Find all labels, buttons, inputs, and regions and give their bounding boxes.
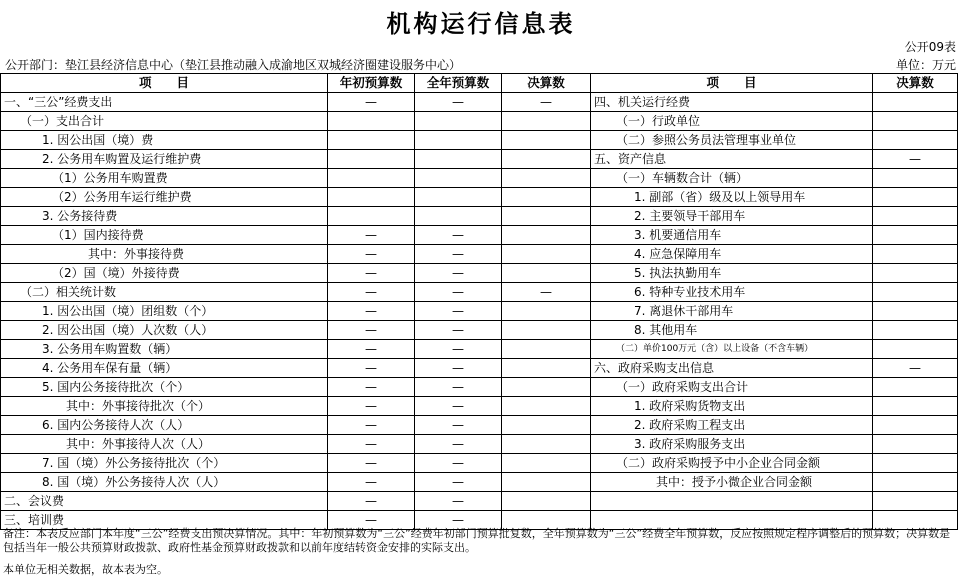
table-row xyxy=(1,302,958,321)
right-item-label: 8. 其他用车 xyxy=(591,321,873,340)
right-final-accounts-cell xyxy=(873,492,958,511)
full-year-budget-cell: — xyxy=(415,511,502,530)
table-row xyxy=(1,492,958,511)
final-accounts-cell xyxy=(502,131,591,150)
table-row xyxy=(1,473,958,492)
right-final-accounts-cell xyxy=(873,340,958,359)
info-table xyxy=(0,73,958,530)
right-item-label: 1. 政府采购货物支出 xyxy=(591,397,873,416)
right-final-accounts-cell xyxy=(873,245,958,264)
initial-budget-cell xyxy=(328,112,415,131)
full-year-budget-cell: — xyxy=(415,93,502,112)
right-item-label: 其中：授予小微企业合同金额 xyxy=(591,473,873,492)
initial-budget-cell: — xyxy=(328,473,415,492)
initial-budget-cell: — xyxy=(328,283,415,302)
right-final-accounts-cell xyxy=(873,283,958,302)
table-row xyxy=(1,207,958,226)
right-item-label: 5. 执法执勤用车 xyxy=(591,264,873,283)
right-final-accounts-cell xyxy=(873,188,958,207)
initial-budget-cell: — xyxy=(328,435,415,454)
left-item-label: 6. 国内公务接待人次（人） xyxy=(1,416,328,435)
final-accounts-cell xyxy=(502,340,591,359)
full-year-budget-cell xyxy=(415,169,502,188)
full-year-budget-cell: — xyxy=(415,226,502,245)
right-item-label: 四、机关运行经费 xyxy=(591,93,873,112)
initial-budget-cell: — xyxy=(328,321,415,340)
right-final-accounts-cell xyxy=(873,169,958,188)
department-label: 公开部门：垫江县经济信息中心（垫江县推动融入成渝地区双城经济圈建设服务中心） xyxy=(5,58,462,72)
right-final-accounts-cell xyxy=(873,207,958,226)
right-item-label: 3. 政府采购服务支出 xyxy=(591,435,873,454)
right-final-accounts-cell xyxy=(873,93,958,112)
right-item-label: （二）参照公务员法管理事业单位 xyxy=(591,131,873,150)
right-final-accounts-cell xyxy=(873,378,958,397)
full-year-budget-cell: — xyxy=(415,416,502,435)
initial-budget-cell: — xyxy=(328,416,415,435)
empty-notice: 本单位无相关数据，故本表为空。 xyxy=(3,563,168,576)
right-final-accounts-cell xyxy=(873,302,958,321)
left-item-label: 8. 国（境）外公务接待人次（人） xyxy=(1,473,328,492)
full-year-budget-cell: — xyxy=(415,321,502,340)
table-code: 公开09表 xyxy=(904,40,956,54)
unit-label: 单位：万元 xyxy=(895,58,956,72)
table-row xyxy=(1,359,958,378)
initial-budget-cell xyxy=(328,150,415,169)
initial-budget-cell xyxy=(328,207,415,226)
final-accounts-cell xyxy=(502,169,591,188)
header-item-left: 项 目 xyxy=(1,74,328,93)
final-accounts-cell xyxy=(502,245,591,264)
full-year-budget-cell xyxy=(415,150,502,169)
table-row xyxy=(1,397,958,416)
initial-budget-cell: — xyxy=(328,302,415,321)
table-row xyxy=(1,226,958,245)
final-accounts-cell xyxy=(502,264,591,283)
right-final-accounts-cell xyxy=(873,473,958,492)
final-accounts-cell xyxy=(502,302,591,321)
header-row xyxy=(1,74,958,93)
initial-budget-cell: — xyxy=(328,93,415,112)
final-accounts-cell xyxy=(502,397,591,416)
right-item-label: 2. 政府采购工程支出 xyxy=(591,416,873,435)
right-item-label: 4. 应急保障用车 xyxy=(591,245,873,264)
footnote: 备注：本表反应部门本年度“三公”经费支出预决算情况。其中：年初预算数为“三公”经费年初部门预算批复数，全年预算数为“三公”经费全年预算数，反应按照规定程序调整后的预算数；决算数是包括当年一般公共预算财政拨款、政府性基金预算财政拨款和以前年度结转资金安排的实际支出。 xyxy=(3,527,951,554)
header-item-right: 项 目 xyxy=(591,74,873,93)
right-final-accounts-cell xyxy=(873,226,958,245)
final-accounts-cell xyxy=(502,112,591,131)
left-item-label: 其中：外事接待批次（个） xyxy=(1,397,328,416)
left-item-label: （2）国（境）外接待费 xyxy=(1,264,328,283)
final-accounts-cell xyxy=(502,188,591,207)
final-accounts-cell xyxy=(502,454,591,473)
final-accounts-cell xyxy=(502,321,591,340)
left-item-label: 二、会议费 xyxy=(1,492,328,511)
initial-budget-cell: — xyxy=(328,397,415,416)
final-accounts-cell xyxy=(502,226,591,245)
right-final-accounts-cell xyxy=(873,112,958,131)
left-item-label: 4. 公务用车保有量（辆） xyxy=(1,359,328,378)
full-year-budget-cell: — xyxy=(415,264,502,283)
right-final-accounts-cell xyxy=(873,264,958,283)
table-row xyxy=(1,169,958,188)
table-row xyxy=(1,435,958,454)
final-accounts-cell: — xyxy=(502,93,591,112)
full-year-budget-cell: — xyxy=(415,473,502,492)
header-final-accounts: 决算数 xyxy=(502,74,591,93)
left-item-label: 2. 公务用车购置及运行维护费 xyxy=(1,150,328,169)
full-year-budget-cell xyxy=(415,112,502,131)
table-row xyxy=(1,283,958,302)
full-year-budget-cell: — xyxy=(415,435,502,454)
left-item-label: 1. 因公出国（境）团组数（个） xyxy=(1,302,328,321)
full-year-budget-cell: — xyxy=(415,302,502,321)
table-row xyxy=(1,340,958,359)
full-year-budget-cell: — xyxy=(415,283,502,302)
right-item-label: 3. 机要通信用车 xyxy=(591,226,873,245)
left-item-label: 7. 国（境）外公务接待批次（个） xyxy=(1,454,328,473)
initial-budget-cell: — xyxy=(328,359,415,378)
right-final-accounts-cell: — xyxy=(873,150,958,169)
full-year-budget-cell: — xyxy=(415,454,502,473)
final-accounts-cell xyxy=(502,150,591,169)
right-item-label: 1. 副部（省）级及以上领导用车 xyxy=(591,188,873,207)
initial-budget-cell: — xyxy=(328,511,415,530)
table-row xyxy=(1,188,958,207)
initial-budget-cell xyxy=(328,188,415,207)
right-item-label: （二）政府采购授予中小企业合同金额 xyxy=(591,454,873,473)
full-year-budget-cell: — xyxy=(415,397,502,416)
left-item-label: 三、培训费 xyxy=(1,511,328,530)
full-year-budget-cell: — xyxy=(415,245,502,264)
final-accounts-cell xyxy=(502,492,591,511)
header-full-year-budget: 全年预算数 xyxy=(415,74,502,93)
full-year-budget-cell: — xyxy=(415,340,502,359)
full-year-budget-cell xyxy=(415,207,502,226)
initial-budget-cell: — xyxy=(328,378,415,397)
header-final-accounts-right: 决算数 xyxy=(873,74,958,93)
left-item-label: 一、“三公”经费支出 xyxy=(1,93,328,112)
right-final-accounts-cell xyxy=(873,397,958,416)
left-item-label: （二）相关统计数 xyxy=(1,283,328,302)
initial-budget-cell: — xyxy=(328,226,415,245)
right-item-label: 五、资产信息 xyxy=(591,150,873,169)
final-accounts-cell xyxy=(502,378,591,397)
right-item-label: （一）政府采购支出合计 xyxy=(591,378,873,397)
full-year-budget-cell: — xyxy=(415,492,502,511)
right-item-label: （一）车辆数合计（辆） xyxy=(591,169,873,188)
full-year-budget-cell xyxy=(415,188,502,207)
table-row xyxy=(1,264,958,283)
right-item-label: （二）单价100万元（含）以上设备（不含车辆） xyxy=(591,340,873,359)
left-item-label: （1）国内接待费 xyxy=(1,226,328,245)
right-item-label: 六、政府采购支出信息 xyxy=(591,359,873,378)
full-year-budget-cell xyxy=(415,131,502,150)
table-row xyxy=(1,150,958,169)
left-item-label: 5. 国内公务接待批次（个） xyxy=(1,378,328,397)
initial-budget-cell xyxy=(328,131,415,150)
right-item-label: 2. 主要领导干部用车 xyxy=(591,207,873,226)
left-item-label: （一）支出合计 xyxy=(1,112,328,131)
page-title: 机构运行信息表 xyxy=(386,10,576,38)
table-row xyxy=(1,245,958,264)
left-item-label: （1）公务用车购置费 xyxy=(1,169,328,188)
right-item-label: （一）行政单位 xyxy=(591,112,873,131)
initial-budget-cell: — xyxy=(328,264,415,283)
table-row xyxy=(1,321,958,340)
right-item-label: 6. 特种专业技术用车 xyxy=(591,283,873,302)
table-row xyxy=(1,112,958,131)
initial-budget-cell xyxy=(328,169,415,188)
initial-budget-cell: — xyxy=(328,454,415,473)
table-row xyxy=(1,93,958,112)
header-initial-budget: 年初预算数 xyxy=(328,74,415,93)
left-item-label: 3. 公务用车购置数（辆） xyxy=(1,340,328,359)
left-item-label: 其中：外事接待费 xyxy=(1,245,328,264)
left-item-label: 其中：外事接待人次（人） xyxy=(1,435,328,454)
table-row xyxy=(1,131,958,150)
right-final-accounts-cell xyxy=(873,131,958,150)
table-row xyxy=(1,378,958,397)
left-item-label: 3. 公务接待费 xyxy=(1,207,328,226)
left-item-label: （2）公务用车运行维护费 xyxy=(1,188,328,207)
initial-budget-cell: — xyxy=(328,492,415,511)
right-final-accounts-cell xyxy=(873,416,958,435)
right-item-label xyxy=(591,492,873,511)
initial-budget-cell: — xyxy=(328,340,415,359)
left-item-label: 1. 因公出国（境）费 xyxy=(1,131,328,150)
final-accounts-cell xyxy=(502,473,591,492)
left-item-label: 2. 因公出国（境）人次数（人） xyxy=(1,321,328,340)
right-final-accounts-cell xyxy=(873,321,958,340)
right-final-accounts-cell: — xyxy=(873,359,958,378)
final-accounts-cell xyxy=(502,435,591,454)
right-final-accounts-cell xyxy=(873,435,958,454)
initial-budget-cell: — xyxy=(328,245,415,264)
right-item-label: 7. 离退休干部用车 xyxy=(591,302,873,321)
table-row xyxy=(1,416,958,435)
final-accounts-cell xyxy=(502,416,591,435)
table-row xyxy=(1,454,958,473)
final-accounts-cell xyxy=(502,207,591,226)
right-final-accounts-cell xyxy=(873,454,958,473)
full-year-budget-cell: — xyxy=(415,359,502,378)
final-accounts-cell: — xyxy=(502,283,591,302)
final-accounts-cell xyxy=(502,359,591,378)
full-year-budget-cell: — xyxy=(415,378,502,397)
